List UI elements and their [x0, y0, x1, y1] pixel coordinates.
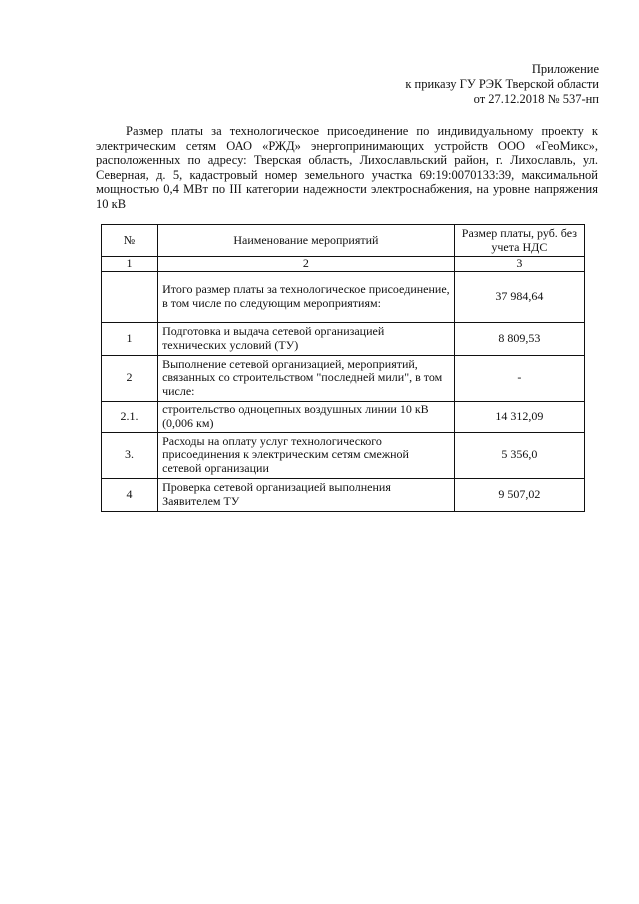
- row-fee: 9 507,02: [454, 478, 584, 511]
- appendix-label: Приложение: [531, 62, 599, 76]
- row-fee: 8 809,53: [454, 322, 584, 355]
- row-number: 1: [102, 322, 158, 355]
- row-fee: 14 312,09: [454, 401, 584, 432]
- fee-table: [101, 224, 585, 512]
- header-number: №: [102, 225, 158, 257]
- row-number: 2: [102, 355, 158, 401]
- appendix-header: [299, 62, 599, 107]
- row-number: [102, 271, 158, 322]
- row-activity: строительство одноцепных воздушных линии 10 кВ (0,006 км): [158, 401, 455, 432]
- column-number: 3: [454, 257, 584, 272]
- intro-paragraph: Размер платы за технологическое присоединение по индивидуальному проекту к электрическим сетям ОАО «РЖД» энергопринимающих устройств ООО «ГеоМикс», расположенных по адресу: Тверская область, Лихославльский район, г. Лихославль, ул. Северная, д. 5, кадастровый номер земельного участка 69:19:0070133:39, максимальной мощностью 0,4 МВт по III категории надежности электроснабжения, на уровне напряжения 10 кВ: [96, 124, 598, 211]
- row-fee: 5 356,0: [454, 432, 584, 478]
- row-number: 2.1.: [102, 401, 158, 432]
- row-number: 3.: [102, 432, 158, 478]
- row-number: 4: [102, 478, 158, 511]
- row-fee: 37 984,64: [454, 271, 584, 322]
- table-row: [102, 271, 585, 322]
- header-activity: Наименование мероприятий: [158, 225, 455, 257]
- table-row: [102, 478, 585, 511]
- column-number-row: [102, 257, 585, 272]
- row-activity: Подготовка и выдача сетевой организацией технических условий (ТУ): [158, 322, 455, 355]
- column-number: 1: [102, 257, 158, 272]
- table-row: [102, 432, 585, 478]
- row-activity: Проверка сетевой организацией выполнения Заявителем ТУ: [158, 478, 455, 511]
- table-row: [102, 322, 585, 355]
- header-fee: Размер платы, руб. без учета НДС: [454, 225, 584, 257]
- column-number: 2: [158, 257, 455, 272]
- table-row: [102, 355, 585, 401]
- row-activity: Выполнение сетевой организацией, мероприятий, связанных со строительством "последней мили", в том числе:: [158, 355, 455, 401]
- table-row: [102, 401, 585, 432]
- table-header-row: [102, 225, 585, 257]
- row-activity: Итого размер платы за технологическое присоединение, в том числе по следующим мероприятиям:: [158, 271, 455, 322]
- row-fee: -: [454, 355, 584, 401]
- order-reference: к приказу ГУ РЭК Тверской области: [405, 77, 599, 91]
- order-date: от 27.12.2018 № 537-нп: [473, 92, 599, 106]
- row-activity: Расходы на оплату услуг технологического присоединения к электрическим сетям смежной сетевой организации: [158, 432, 455, 478]
